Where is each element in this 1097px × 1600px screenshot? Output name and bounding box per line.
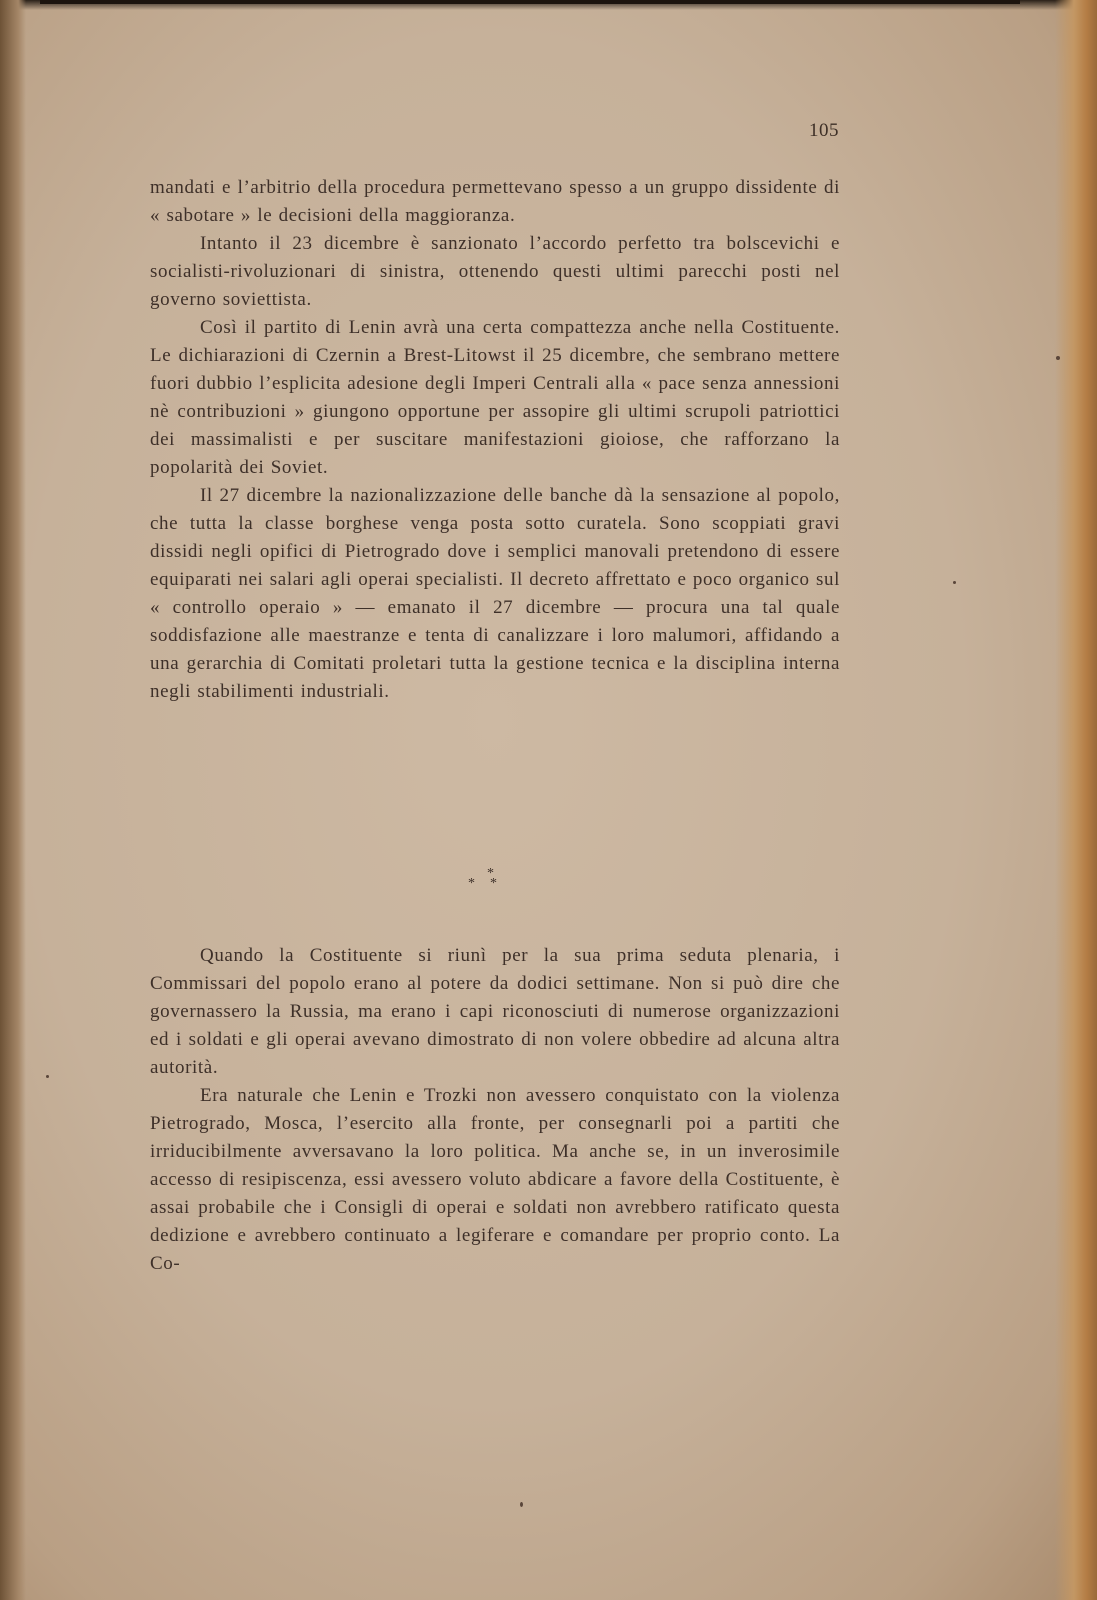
- asterisk-top: *: [487, 866, 494, 881]
- paper-speck: [1056, 356, 1060, 360]
- paper-speck: [520, 1502, 523, 1507]
- paragraph: Così il partito di Lenin avrà una certa compattezza anche nella Costituente. Le dichiarazioni di Czernin a Brest-Litowst il 25 dicembre, che sembrano mettere fuori dubbio l’esplicita adesione degli Imperi Centrali alla « pace senza annessioni nè contribuzioni » giungono opportune per assopire gli ultimi scrupoli patriottici dei massimalisti e per suscitare manifestazioni gioiose, che rafforzano la popolarità dei Soviet.: [150, 317, 840, 478]
- paragraph: Era naturale che Lenin e Trozki non avessero conquistato con la violenza Pietrogrado, Mosca, l’esercito alla fronte, per consegnarli poi a partiti che irriducibilmente avversavano la loro politica. Ma anche se, in un inverosimile accesso di resipiscenza, essi avessero voluto abdicare a favore della Costituente, è assai probabile che i Consigli di operai e soldati non avrebbero ratificato questa dedizione e avrebbero continuato a legiferare e comandare per proprio conto. La Co-: [150, 1085, 840, 1274]
- asterisk-left: *: [468, 876, 475, 891]
- paragraph: Intanto il 23 dicembre è sanzionato l’accordo perfetto tra bolscevichi e socialisti-rivoluzionari di sinistra, ottenendo questi ultimi parecchi posti nel governo soviettista.: [150, 233, 840, 310]
- asterisk-right: *: [490, 876, 497, 891]
- paper-speck: [46, 1075, 49, 1078]
- paragraph: Il 27 dicembre la nazionalizzazione delle banche dà la sensazione al popolo, che tutta la classe borghese venga posta sotto curatela. Sono scoppiati gravi dissidi negli opifici di Pietrogrado dove i semplici manovali pretendono di essere equiparati nei salari agli operai specialisti. Il decreto affrettato e poco organico sul « controllo operaio » — emanato il 27 dicembre — procura una tal quale soddisfazione alle maestranze e tenta di canalizzare i loro malumori, affidando a una gerarchia di Comitati proletari tutta la gestione tecnica e la disciplina interna negli stabilimenti industriali.: [150, 485, 840, 702]
- page-right-edge: [1055, 0, 1097, 1600]
- gutter-shadow: [0, 0, 26, 1600]
- paragraph: mandati e l’arbitrio della procedura permettevano spesso a un gruppo dissidente di « sabotare » le decisioni della maggioranza.: [150, 177, 840, 226]
- page-number: 105: [809, 120, 839, 141]
- binding-band: [40, 0, 1020, 4]
- paper-speck: [953, 581, 956, 584]
- paragraph: Quando la Costituente si riunì per la sua prima seduta plenaria, i Commissari del popolo erano al potere da dodici settimane. Non si può dire che governassero la Russia, ma erano i capi riconosciuti di numerose organizzazioni ed i soldati e gli operai avevano dimostrato di non volere obbedire ad alcuna altra autorità.: [150, 945, 840, 1078]
- text-block-top: [150, 174, 840, 706]
- section-break-asterism: [462, 866, 522, 906]
- text-block-bottom: [150, 942, 840, 1278]
